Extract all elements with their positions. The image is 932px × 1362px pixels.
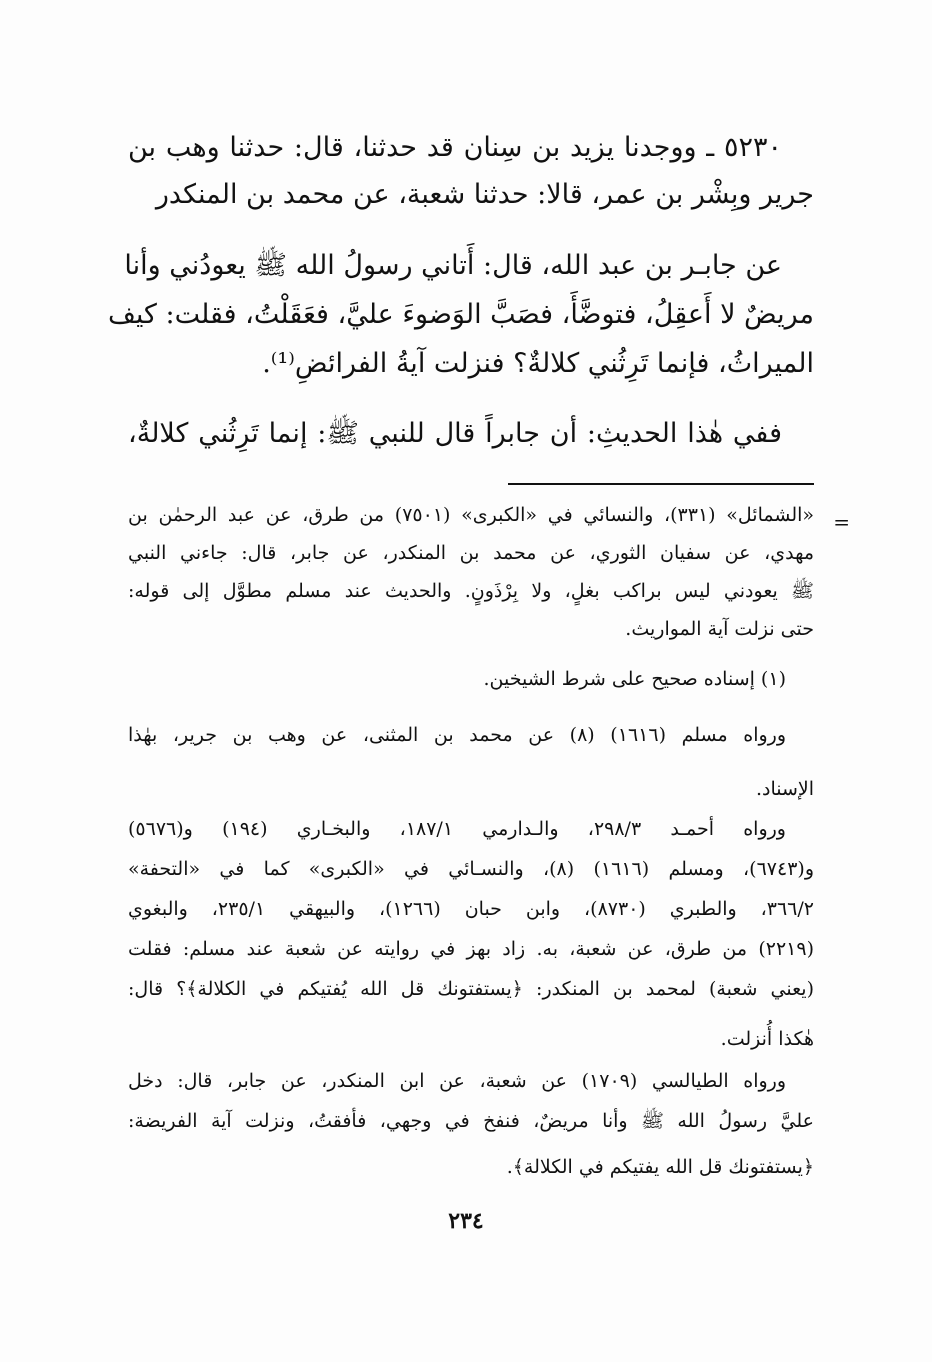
footnote-separator <box>508 483 814 485</box>
main-text-line: مريضٌ لا أَعقِلُ، فتوضَّأَ، فصَبَّ الوَضوءَ عليَّ، فعَقَلْتُ، فقلت: كيف <box>107 299 814 330</box>
footnote-line: (١) إسناده صحيح على شرط الشيخين. <box>483 668 786 690</box>
footnote-line: (يعني شعبة) لمحمد بن المنكدر: ﴿يستفتونك قل الله يُفتيكم في الكلالة﴾؟ قال: <box>128 978 814 1000</box>
footnote-line: ﷺ يعودني ليس براكب بغلٍ، ولا بِرْذَونٍ. والحديث عند مسلم مطوَّل إلى قوله: <box>128 580 814 602</box>
footnote-line: حتى نزلت آية المواريث. <box>625 618 814 640</box>
main-text-line: عن جابـر بن عبد الله، قال: أَتاني رسولُ الله ﷺ يعودُني وأنا <box>124 250 782 281</box>
footnote-line: عليَّ رسولُ الله ﷺ وأنا مريضٌ، فنفخ في وجهي، فأفقتُ، ونزلت آية الفريضة: <box>128 1110 814 1132</box>
footnote-line: ورواه الطيالسي (١٧٠٩) عن شعبة، عن ابن المنكدر، عن جابر، قال: دخل <box>128 1070 786 1092</box>
main-text-line: ٥٢٣٠ ـ ووجدنا يزيد بن سِنان قد حدثنا، قال: حدثنا وهب بن <box>128 132 782 163</box>
footnote-line: هٰكذا أُنزلت. <box>720 1028 814 1050</box>
footnote-line: «الشمائل» (٣٣١)، والنسائي في «الكبرى» (٧٥٠١) من طرق، عن عبد الرحمٰن بن <box>128 504 815 526</box>
footnote-line: ﴿يستفتونك قل الله يفتيكم في الكلالة﴾. <box>506 1156 814 1178</box>
footnote-line: الإسناد. <box>755 778 814 800</box>
footnote-line: و(٦٧٤٣)، ومسلم (١٦١٦) (٨)، والنسـائي في «الكبرى» كما في «التحفة» <box>128 858 815 880</box>
main-text-line: جرير وبِشْر بن عمر، قالا: حدثنا شعبة، عن محمد بن المنكدر <box>155 179 814 210</box>
footnote-line: (٢٢١٩) من طرق، عن شعبة، به. زاد بهز في روايته عن شعبة عند مسلم: فقلت <box>128 938 814 960</box>
main-text-line: ففي هٰذا الحديثِ: أن جابراً قال للنبي ﷺ: إنما تَرِثُني كلالةٌ، <box>128 418 782 449</box>
footnote-line: ورواه مسلم (١٦١٦) (٨) عن محمد بن المثنى، عن وهب بن جرير، بهٰذا <box>128 724 786 746</box>
footnote-line: ورواه أحمـد ٢٩٨/٣، والـدارمي ١٨٧/١، والبخـاري (١٩٤) و(٥٦٧٦) <box>128 818 786 840</box>
footnote-line: مهدي، عن سفيان الثوري، عن محمد بن المنكدر، عن جابر، قال: جاءني النبي <box>128 542 814 564</box>
page-number: ٢٣٤ <box>448 1208 484 1234</box>
main-text-line: الميراثُ، فإنما تَرِثُني كلالةٌ؟ فنزلت آيةُ الفرائضِ⁽¹⁾. <box>262 348 814 379</box>
footnote-line: ٣٦٦/٢، والطبري (٨٧٣٠)، وابن حبان (١٢٦٦)، والبيهقي ٢٣٥/١، والبغوي <box>128 898 814 920</box>
continuation-mark: = <box>833 510 850 534</box>
